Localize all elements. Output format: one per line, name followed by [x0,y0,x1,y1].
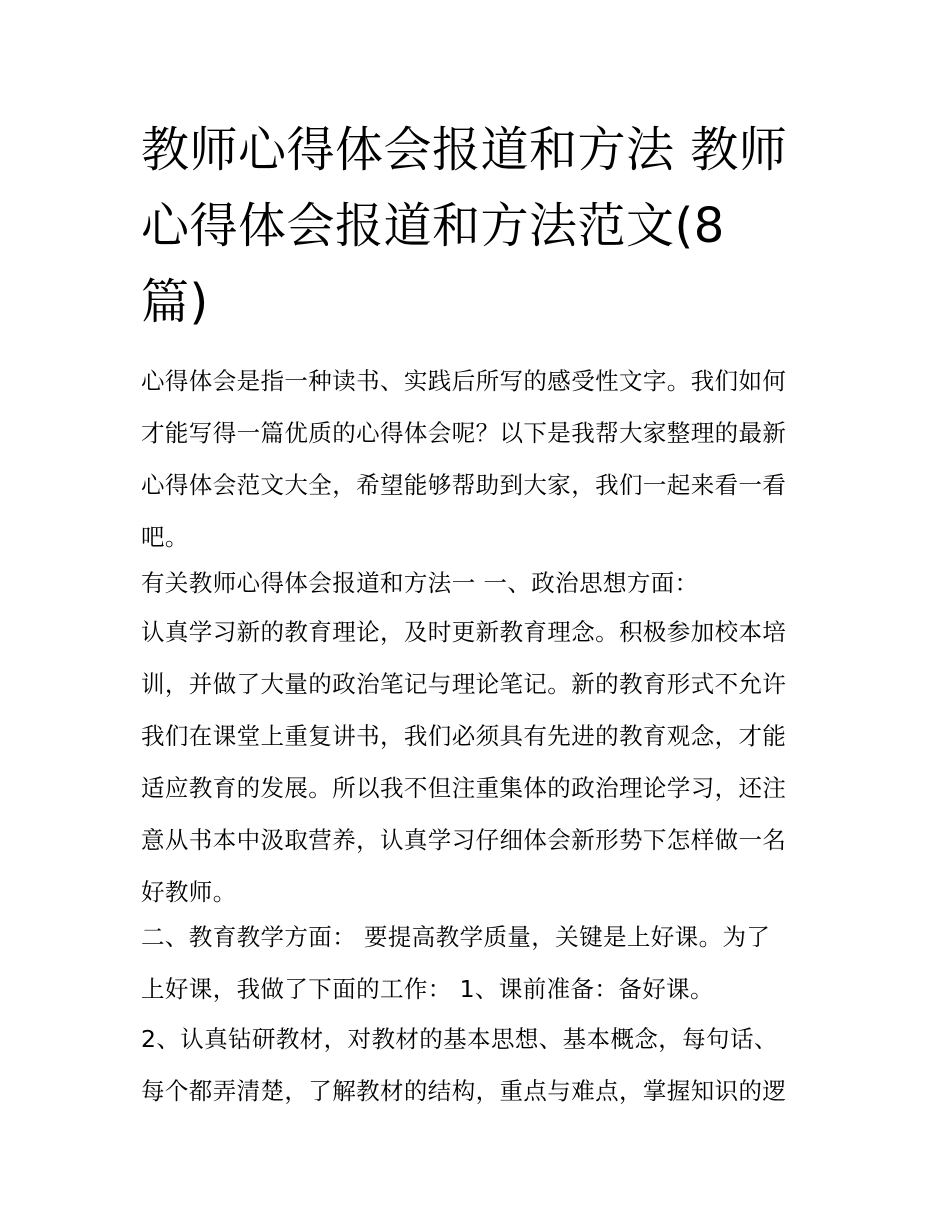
text-line: 吧。 [141,523,189,551]
title-line-2: 心得体会报道和方法范文(8 [141,198,725,254]
text-line: 认真学习新的教育理论，及时更新教育理念。积极参加校本培 [141,618,787,646]
text-line: 2、认真钻研教材，对教材的基本思想、基本概念，每句话、 [141,1025,778,1053]
text-line: 才能写得一篇优质的心得体会呢？以下是我帮大家整理的最新 [141,419,787,447]
title-line-3: 篇) [141,274,209,330]
title-line-1: 教师心得体会报道和方法 教师 [141,122,788,178]
text-line: 每个都弄清楚，了解教材的结构，重点与难点，掌握知识的逻 [141,1077,787,1105]
text-line: 意从书本中汲取营养，认真学习仔细体会新形势下怎样做一名 [141,826,787,854]
document-title [141,112,821,340]
text-line: 二、教育教学方面： 要提高教学质量，关键是上好课。为了 [141,923,771,951]
text-line: 上好课，我做了下面的工作： 1、课前准备：备好课。 [141,975,714,1003]
text-line: 适应教育的发展。所以我不但注重集体的政治理论学习，还注 [141,774,787,802]
text-line: 我们在课堂上重复讲书，我们必须具有先进的教育观念，才能 [141,722,787,750]
text-line: 有关教师心得体会报道和方法一 一、政治思想方面： [141,569,699,597]
section-heading-paragraph [141,557,813,609]
teaching-paragraph [141,911,813,1015]
study-materials-paragraph [141,1013,813,1117]
intro-paragraph [141,355,813,563]
text-line: 好教师。 [141,878,237,906]
text-line: 心得体会范文大全，希望能够帮助到大家，我们一起来看一看 [141,471,787,499]
political-thought-paragraph [141,606,813,918]
text-line: 训，并做了大量的政治笔记与理论笔记。新的教育形式不允许 [141,670,787,698]
text-line: 心得体会是指一种读书、实践后所写的感受性文字。我们如何 [141,367,787,395]
